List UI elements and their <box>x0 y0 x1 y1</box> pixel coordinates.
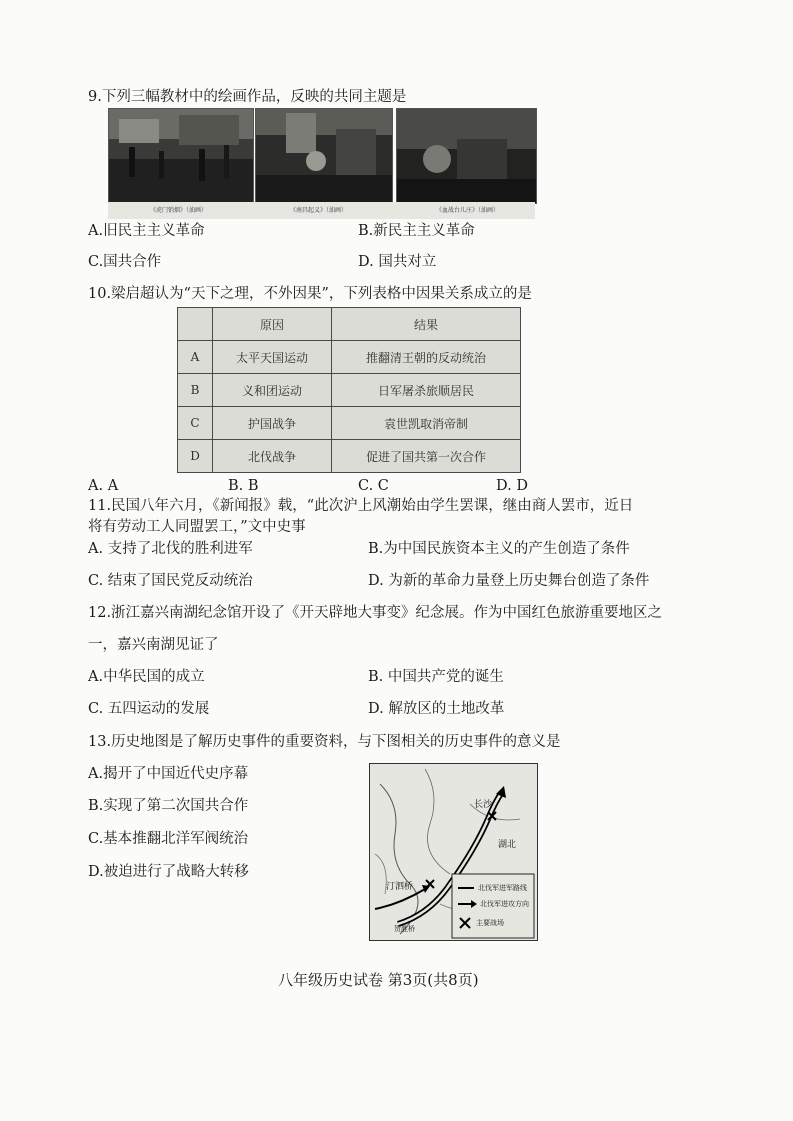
table-header-cell <box>178 308 213 341</box>
table-cell: 推翻清王朝的反动统治 <box>332 341 521 374</box>
map-label-south: 汀泗桥 <box>386 882 414 892</box>
q10-option-d[interactable]: D. D <box>496 478 528 494</box>
q13-option-c[interactable]: C.基本推翻北洋军阀统治 <box>88 831 249 847</box>
table-cell: B <box>178 374 213 407</box>
legend-direction: 北伐军进攻方向 <box>480 900 529 908</box>
q11-stem-line1: 11.民国八年六月，《新闻报》载，“此次沪上风潮始由学生罢课，继由商人罢市，近日 <box>88 498 634 514</box>
table-cell: 北伐战争 <box>213 440 332 473</box>
q10-option-a[interactable]: A. A <box>88 478 119 494</box>
painting-3-image <box>396 108 537 204</box>
legend-battle: 主要战场 <box>476 919 504 927</box>
table-cell: D <box>178 440 213 473</box>
q11-option-c[interactable]: C. 结束了国民党反动统治 <box>88 573 253 589</box>
legend-route: 北伐军进军路线 <box>478 884 527 892</box>
map-label-region: 湖北 <box>498 840 517 850</box>
painting-3-caption: 《血战台儿庄》（油画） <box>436 207 500 214</box>
table-cell: 护国战争 <box>213 407 332 440</box>
painting-2-image <box>255 108 393 204</box>
q11-option-b[interactable]: B.为中国民族资本主义的产生创造了条件 <box>368 541 630 557</box>
table-cell: 日军屠杀旅顺居民 <box>332 374 521 407</box>
table-cell: A <box>178 341 213 374</box>
table-cell: 义和团运动 <box>213 374 332 407</box>
table-cell: 促进了国共第一次合作 <box>332 440 521 473</box>
table-cell: 太平天国运动 <box>213 341 332 374</box>
q13-option-a[interactable]: A.揭开了中国近代史序幕 <box>88 766 249 782</box>
q12-option-c[interactable]: C. 五四运动的发展 <box>88 701 210 717</box>
page-footer: 八年级历史试卷 第3页(共8页) <box>278 971 479 989</box>
painting-1-image <box>108 108 254 204</box>
table-header-cell: 原因 <box>213 308 332 341</box>
northern-expedition-map <box>369 763 538 941</box>
q10-option-b[interactable]: B. B <box>228 478 259 494</box>
q9-option-a[interactable]: A.旧民主主义革命 <box>88 223 205 239</box>
painting-1-caption: 《虎门销烟》（油画） <box>150 207 208 214</box>
q11-option-d[interactable]: D. 为新的革命力量登上历史舞台创造了条件 <box>368 573 650 589</box>
table-cell: C <box>178 407 213 440</box>
q12-option-d[interactable]: D. 解放区的土地改革 <box>368 701 505 717</box>
table-header-row <box>178 308 521 341</box>
q12-option-a[interactable]: A.中华民国的成立 <box>88 669 205 685</box>
table-header-cell: 结果 <box>332 308 521 341</box>
q9-stem: 9.下列三幅教材中的绘画作品，反映的共同主题是 <box>88 89 407 105</box>
table-row <box>178 374 521 407</box>
map-label-southwest: 贺胜桥 <box>394 925 415 933</box>
q10-stem: 10.梁启超认为“天下之理，不外因果”，下列表格中因果关系成立的是 <box>88 286 532 302</box>
table-row <box>178 407 521 440</box>
table-row <box>178 341 521 374</box>
q9-option-c[interactable]: C.国共合作 <box>88 254 162 270</box>
table-cell: 袁世凯取消帝制 <box>332 407 521 440</box>
q12-option-b[interactable]: B. 中国共产党的诞生 <box>368 669 504 685</box>
map-graphic <box>370 764 537 940</box>
q13-stem: 13.历史地图是了解历史事件的重要资料，与下图相关的历史事件的意义是 <box>88 734 561 750</box>
q10-option-c[interactable]: C. C <box>358 478 389 494</box>
map-label-north: 长沙 <box>474 800 493 810</box>
q12-stem-line2: 一，嘉兴南湖见证了 <box>88 637 219 653</box>
q9-option-d[interactable]: D. 国共对立 <box>358 254 437 270</box>
q11-option-a[interactable]: A. 支持了北伐的胜利进军 <box>88 541 253 557</box>
q13-option-d[interactable]: D.被迫进行了战略大转移 <box>88 864 249 880</box>
table-row <box>178 440 521 473</box>
q13-option-b[interactable]: B.实现了第二次国共合作 <box>88 798 249 814</box>
q12-stem-line1: 12.浙江嘉兴南湖纪念馆开设了《开天辟地大事变》纪念展。作为中国红色旅游重要地区之 <box>88 605 663 621</box>
cause-effect-table <box>177 307 521 473</box>
q9-option-b[interactable]: B.新民主主义革命 <box>358 223 475 239</box>
painting-2-caption: 《南昌起义》（油画） <box>290 207 348 214</box>
q11-stem-line2: 将有劳动工人同盟罢工，”文中史事 <box>88 519 306 535</box>
